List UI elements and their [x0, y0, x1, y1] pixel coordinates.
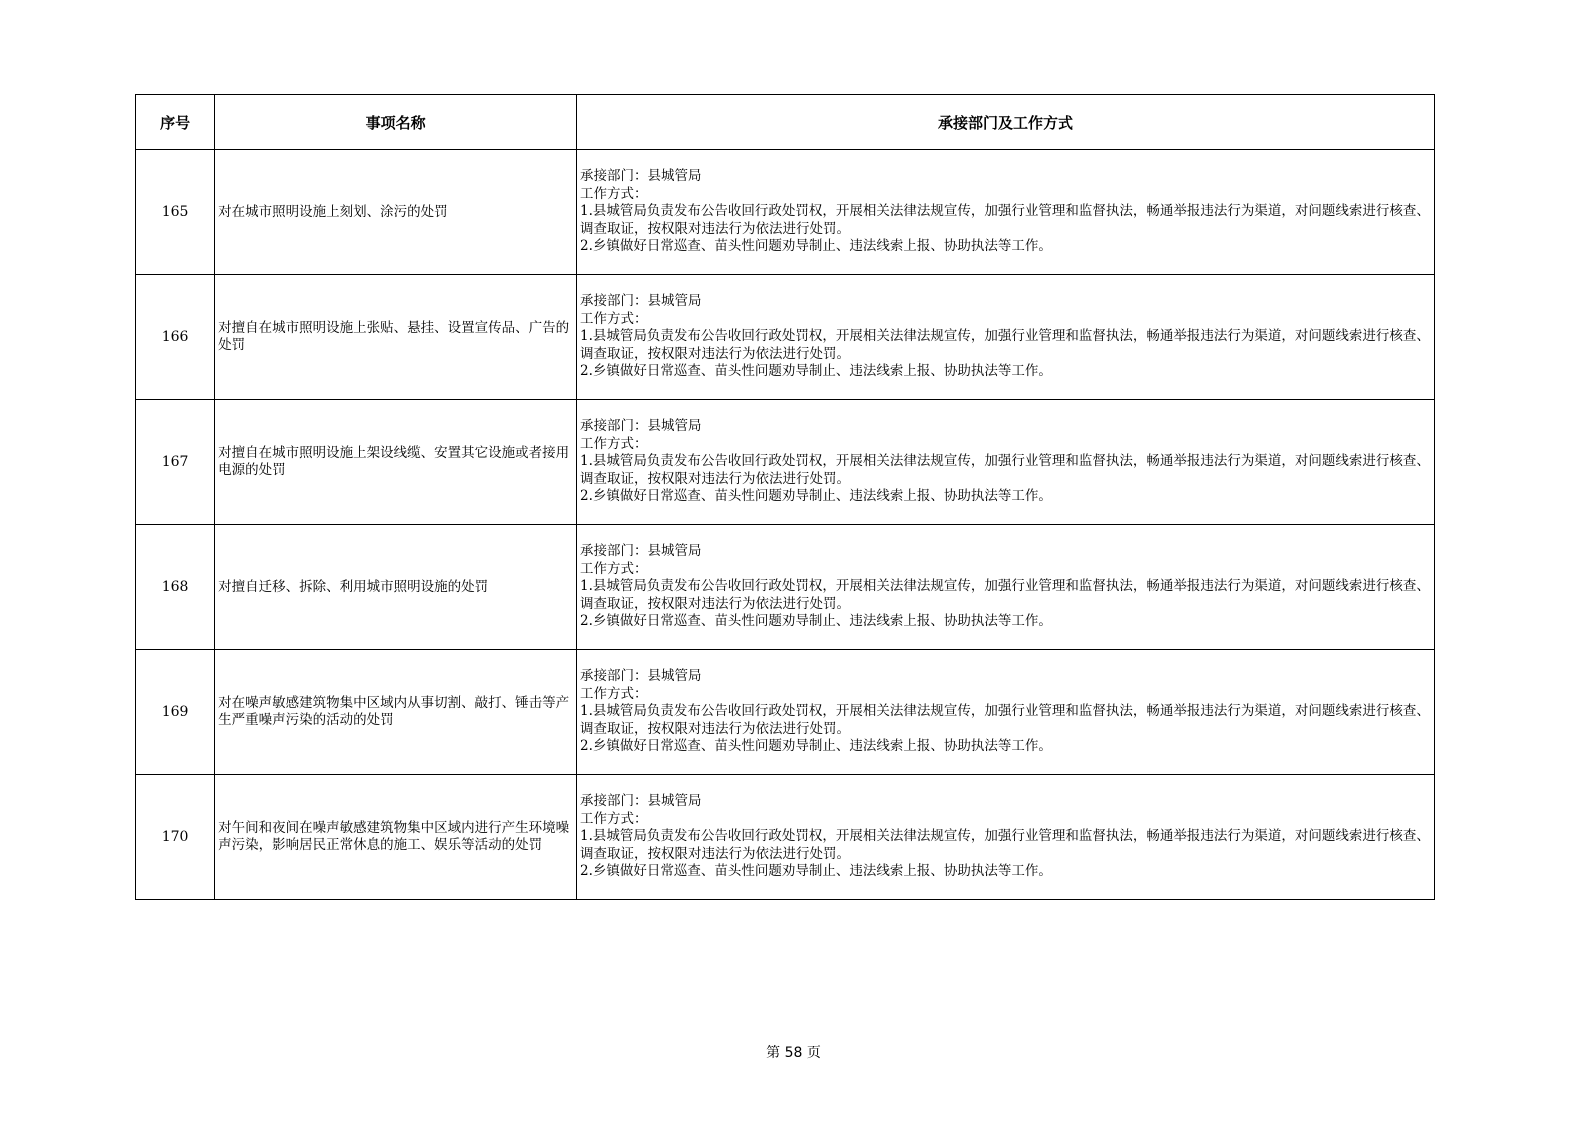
table-row	[136, 150, 1435, 275]
method-item-1: 1.县城管局负责发布公告收回行政处罚权，开展相关法律法规宣传，加强行业管理和监督执法，畅通举报违法行为渠道，对问题线索进行核查、调查取证，按权限对违法行为依法进行处罚。	[580, 703, 1430, 737]
row-department-method	[577, 650, 1435, 775]
method-item-2: 2.乡镇做好日常巡查、苗头性问题劝导制止、违法线索上报、协助执法等工作。	[580, 738, 1052, 755]
row-item-name: 对擅自在城市照明设施上架设线缆、安置其它设施或者接用电源的处罚	[215, 400, 577, 525]
department-line: 承接部门：县城管局	[580, 418, 702, 435]
method-item-1: 1.县城管局负责发布公告收回行政处罚权，开展相关法律法规宣传，加强行业管理和监督执法，畅通举报违法行为渠道，对问题线索进行核查、调查取证，按权限对违法行为依法进行处罚。	[580, 578, 1430, 612]
header-item-name: 事项名称	[215, 95, 577, 150]
table-row	[136, 650, 1435, 775]
method-item-2: 2.乡镇做好日常巡查、苗头性问题劝导制止、违法线索上报、协助执法等工作。	[580, 613, 1052, 630]
row-department-method	[577, 150, 1435, 275]
row-item-name: 对擅自迁移、拆除、利用城市照明设施的处罚	[215, 525, 577, 650]
method-label: 工作方式：	[580, 560, 648, 577]
row-serial-number: 170	[136, 775, 215, 900]
row-serial-number: 168	[136, 525, 215, 650]
method-label: 工作方式：	[580, 185, 648, 202]
table-row	[136, 525, 1435, 650]
method-item-1: 1.县城管局负责发布公告收回行政处罚权，开展相关法律法规宣传，加强行业管理和监督执法，畅通举报违法行为渠道，对问题线索进行核查、调查取证，按权限对违法行为依法进行处罚。	[580, 328, 1430, 362]
method-item-1: 1.县城管局负责发布公告收回行政处罚权，开展相关法律法规宣传，加强行业管理和监督执法，畅通举报违法行为渠道，对问题线索进行核查、调查取证，按权限对违法行为依法进行处罚。	[580, 453, 1430, 487]
row-department-method	[577, 275, 1435, 400]
row-department-method	[577, 775, 1435, 900]
table-row	[136, 400, 1435, 525]
items-table	[135, 94, 1435, 900]
department-line: 承接部门：县城管局	[580, 668, 702, 685]
department-line: 承接部门：县城管局	[580, 793, 702, 810]
table-row	[136, 775, 1435, 900]
page-number: 第 58 页	[766, 1045, 821, 1061]
method-item-1: 1.县城管局负责发布公告收回行政处罚权，开展相关法律法规宣传，加强行业管理和监督执法，畅通举报违法行为渠道，对问题线索进行核查、调查取证，按权限对违法行为依法进行处罚。	[580, 203, 1430, 237]
table-row	[136, 275, 1435, 400]
row-department-method	[577, 525, 1435, 650]
method-label: 工作方式：	[580, 310, 648, 327]
method-label: 工作方式：	[580, 810, 648, 827]
row-serial-number: 166	[136, 275, 215, 400]
method-item-2: 2.乡镇做好日常巡查、苗头性问题劝导制止、违法线索上报、协助执法等工作。	[580, 863, 1052, 880]
row-item-name: 对在城市照明设施上刻划、涂污的处罚	[215, 150, 577, 275]
method-label: 工作方式：	[580, 685, 648, 702]
table-header-row	[136, 95, 1435, 150]
department-line: 承接部门：县城管局	[580, 543, 702, 560]
method-item-1: 1.县城管局负责发布公告收回行政处罚权，开展相关法律法规宣传，加强行业管理和监督执法，畅通举报违法行为渠道，对问题线索进行核查、调查取证，按权限对违法行为依法进行处罚。	[580, 828, 1430, 862]
header-department-method: 承接部门及工作方式	[577, 95, 1435, 150]
department-line: 承接部门：县城管局	[580, 168, 702, 185]
row-item-name: 对午间和夜间在噪声敏感建筑物集中区域内进行产生环境噪声污染，影响居民正常休息的施工、娱乐等活动的处罚	[215, 775, 577, 900]
row-serial-number: 169	[136, 650, 215, 775]
method-item-2: 2.乡镇做好日常巡查、苗头性问题劝导制止、违法线索上报、协助执法等工作。	[580, 238, 1052, 255]
method-item-2: 2.乡镇做好日常巡查、苗头性问题劝导制止、违法线索上报、协助执法等工作。	[580, 363, 1052, 380]
row-serial-number: 167	[136, 400, 215, 525]
header-serial-number: 序号	[136, 95, 215, 150]
method-item-2: 2.乡镇做好日常巡查、苗头性问题劝导制止、违法线索上报、协助执法等工作。	[580, 488, 1052, 505]
department-line: 承接部门：县城管局	[580, 293, 702, 310]
row-item-name: 对在噪声敏感建筑物集中区域内从事切割、敲打、锤击等产生严重噪声污染的活动的处罚	[215, 650, 577, 775]
row-department-method	[577, 400, 1435, 525]
method-label: 工作方式：	[580, 435, 648, 452]
row-item-name: 对擅自在城市照明设施上张贴、悬挂、设置宣传品、广告的处罚	[215, 275, 577, 400]
row-serial-number: 165	[136, 150, 215, 275]
